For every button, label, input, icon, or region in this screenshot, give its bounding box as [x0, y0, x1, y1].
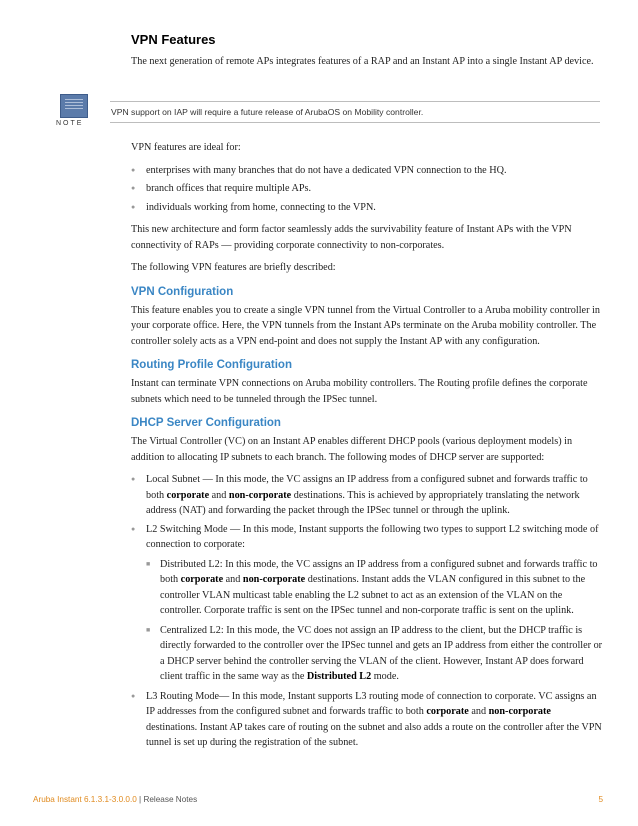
- intro-section: [131, 32, 603, 86]
- footer-separator: |: [136, 795, 144, 804]
- footer-document-title: Aruba Instant 6.1.3.1-3.0.0.0: [33, 795, 137, 804]
- page-footer: [33, 795, 603, 804]
- list-item: ● enterprises with many branches that do not have a dedicated VPN connection to the HQ.: [131, 163, 603, 179]
- note-label: NOTE: [56, 120, 84, 127]
- routing-profile-text: Instant can terminate VPN connections on Aruba mobility controllers. The Routing profile defines the corporate subnets which need to be tunneled through the IPSec tunnel.: [131, 378, 588, 405]
- dhcp-modes-list: [131, 472, 603, 751]
- page-title: VPN Features: [131, 32, 216, 47]
- main-body: [131, 140, 603, 754]
- note-divider-bottom: [110, 122, 600, 123]
- vpn-configuration-heading: VPN Configuration: [131, 285, 234, 298]
- note-divider-top: [110, 101, 600, 102]
- list-item-centralized-l2: ■ Centralized L2: In this mode, the VC does not assign an IP address to the client, but the DHCP traffic is directly forwarded to the controller over the IPSec tunnel and gets an IP address from either the controller or a DHCP server behind the controller serving the VLAN of the client. However, Instant AP does forward client traffic in the same way as the Distributed L2 mode.: [146, 623, 603, 685]
- note-text: VPN support on IAP will require a future release of ArubaOS on Mobility controller.: [111, 107, 424, 117]
- dhcp-server-heading: DHCP Server Configuration: [131, 417, 281, 429]
- page-number: 5: [598, 795, 603, 804]
- list-item-local-subnet: ● Local Subnet — In this mode, the VC assigns an IP address from a configured subnet and forwards traffic to both corporate and non-corporate destinations. This is achieved by appropriately translating the network address (NAT) and forwarding the packet through the IPSec tunnel or through the uplink.: [131, 472, 603, 519]
- dhcp-server-text: The Virtual Controller (VC) on an Instant AP enables different DHCP pools (various deployment models) in addition to allocating IP subnets to each branch. The following modes of DHCP server are supported:: [131, 436, 573, 463]
- note-icon: [60, 94, 88, 118]
- list-item-l2-switching: ● L2 Switching Mode — In this mode, Instant supports the following two types to support L2 switching mode of connection to corporate: ■ Distributed L2: In this mode, the VC assigns an IP address from a configured subnet and forwards traffic to both corporate and non-corporate destinations. Instant adds the VLAN configured in this subnet to the controller VLAN multicast table enabling the L2 subnet to act as an extension of the VLAN on the controller. Corporate traffic is sent on the IPSec tunnel and non-corporate traffic is sent on the uplink. ■ Centralized L2: In this mode, the VC does not assign an IP address to the client, but the DHCP traffic is directly forwarded to the controller over the IPSec tunnel and gets an IP address from either the controller or a DHCP server behind the controller serving the VLAN of the client. However, Instant AP does forward client traffic in the same way as the Distributed L2 mode.: [131, 522, 603, 685]
- architecture-paragraph: This new architecture and form factor seamlessly adds the survivability feature of Instant APs with the VPN connectivity of RAPs — providing corporate connectivity to non-corporates.: [131, 224, 572, 251]
- following-paragraph: The following VPN features are briefly described:: [131, 262, 336, 273]
- list-item: ● branch offices that require multiple APs.: [131, 181, 603, 197]
- list-item: ● individuals working from home, connecting to the VPN.: [131, 200, 603, 216]
- list-item-distributed-l2: ■ Distributed L2: In this mode, the VC assigns an IP address from a configured subnet and forwards traffic to both corporate and non-corporate destinations. Instant adds the VLAN configured in this subnet to the controller VLAN multicast table enabling the L2 subnet to act as an extension of the VLAN on the controller. Corporate traffic is sent on the IPSec tunnel and non-corporate traffic is sent on the uplink.: [146, 557, 603, 619]
- routing-profile-heading: Routing Profile Configuration: [131, 359, 292, 371]
- ideal-list: [131, 163, 603, 216]
- list-item-l3-routing: ● L3 Routing Mode— In this mode, Instant supports L3 routing mode of connection to corporate. VC assigns an IP addresses from the configured subnet and forwards traffic to both corporate and non-corporate destinations. Instant AP takes care of routing on the subnet and also adds a route on the controller after the VPN tunnel is set up during the registration of the subnet.: [131, 689, 603, 751]
- ideal-intro: VPN features are ideal for:: [131, 142, 241, 153]
- intro-paragraph: The next generation of remote APs integrates features of a RAP and an Instant AP into a single Instant AP device.: [131, 56, 594, 67]
- l2-sublist: [146, 557, 603, 685]
- vpn-configuration-text: This feature enables you to create a single VPN tunnel from the Virtual Controller to a Aruba mobility controller in your corporate office. Here, the VPN tunnels from the Instant APs terminate on the Aruba mobility controller. The controller solely acts as a VPN end-point and does not supply the Instant AP with any configuration.: [131, 304, 600, 347]
- note-box: [56, 94, 600, 127]
- footer-release-notes: Release Notes: [143, 795, 198, 804]
